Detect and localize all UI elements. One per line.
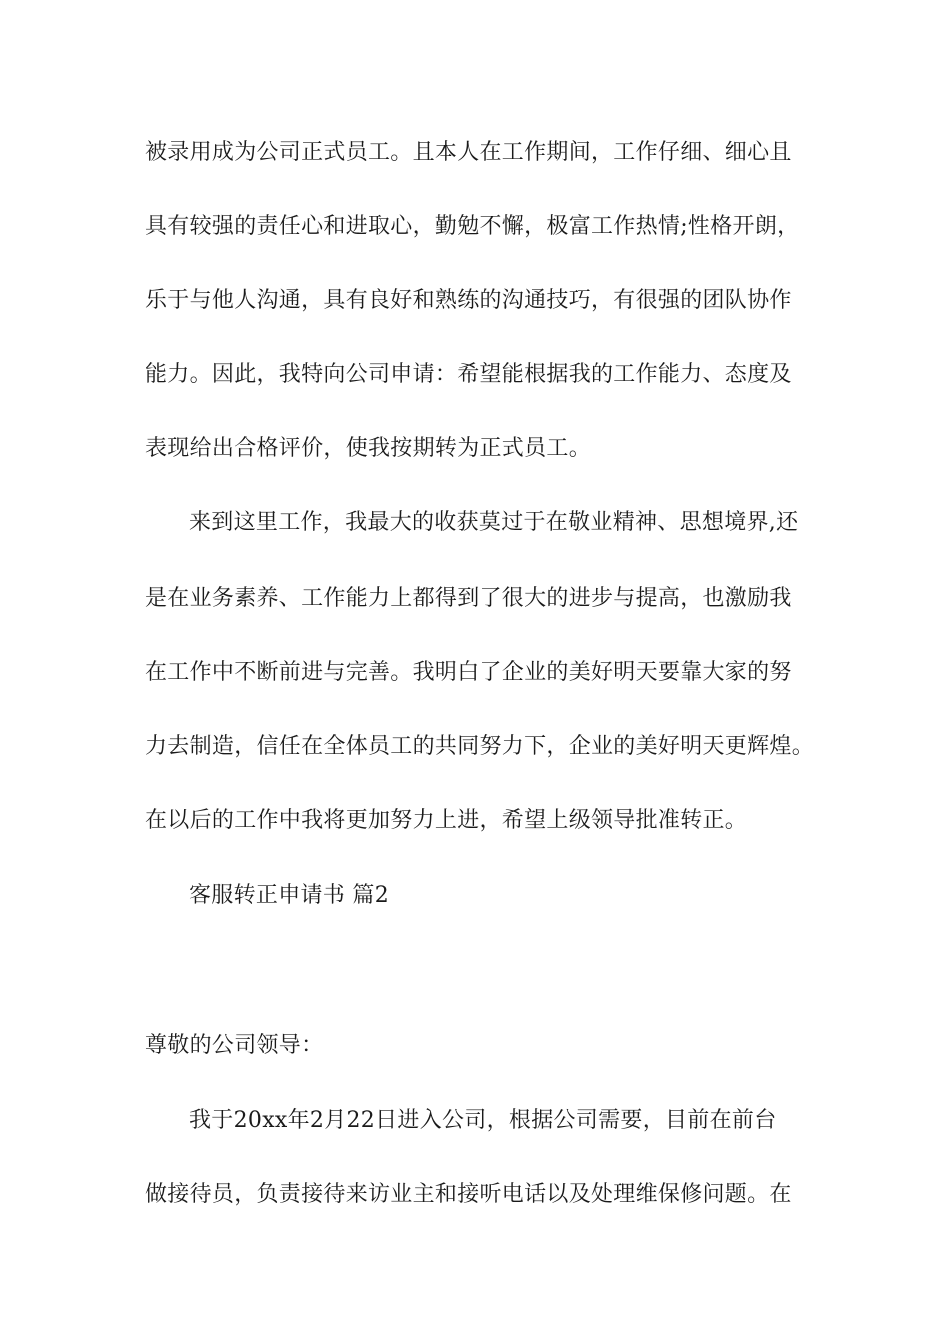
- body-line: 力去制造，信任在全体员工的共同努力下，企业的美好明天更辉煌。: [145, 734, 815, 759]
- body-line: 做接待员，负责接待来访业主和接听电话以及处理维保修问题。在: [145, 1182, 792, 1207]
- body-line: 在工作中不断前进与完善。我明白了企业的美好明天要靠大家的努: [145, 660, 792, 685]
- body-line: 表现给出合格评价，使我按期转为正式员工。: [145, 436, 592, 461]
- section-heading: 客服转正申请书 篇2: [189, 883, 389, 908]
- body-line: 在以后的工作中我将更加努力上进，希望上级领导批准转正。: [145, 808, 748, 833]
- body-line: 是在业务素养、工作能力上都得到了很大的进步与提高，也激励我: [145, 586, 792, 611]
- paragraph-first-line: 来到这里工作，我最大的收获莫过于在敬业精神、思想境界,还: [189, 510, 799, 535]
- body-line: 能力。因此，我特向公司申请：希望能根据我的工作能力、态度及: [145, 362, 792, 387]
- paragraph-first-line: 我于20xx年2月22日进入公司，根据公司需要，目前在前台: [189, 1108, 777, 1133]
- body-line: 乐于与他人沟通，具有良好和熟练的沟通技巧，有很强的团队协作: [145, 288, 792, 313]
- body-line: 被录用成为公司正式员工。且本人在工作期间，工作仔细、细心且: [145, 140, 792, 165]
- body-line: 具有较强的责任心和进取心，勤勉不懈，极富工作热情;性格开朗，: [145, 214, 800, 239]
- salutation: 尊敬的公司领导：: [145, 1033, 324, 1058]
